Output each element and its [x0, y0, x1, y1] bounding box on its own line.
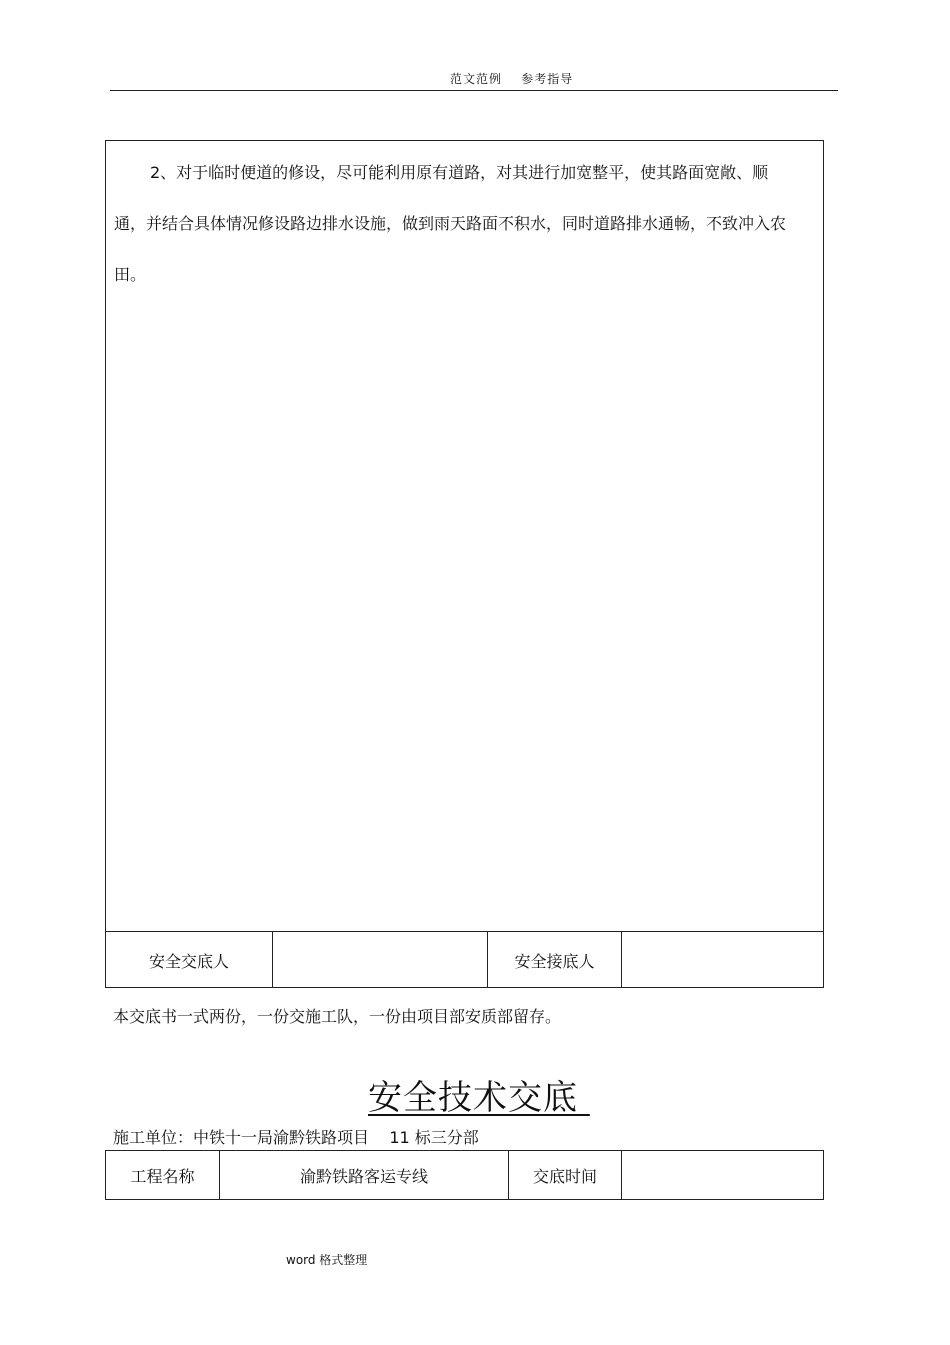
page-header: 范文范例 参考指导	[450, 72, 574, 86]
project-info-table	[105, 1150, 824, 1200]
page-footer: word 格式整理	[286, 1253, 368, 1267]
safety-giver-label: 安全交底人	[148, 951, 229, 971]
project-name-value: 渝黔铁路客运专线	[219, 1151, 508, 1199]
safety-receiver-value	[621, 932, 823, 988]
disclosure-content-box	[105, 140, 824, 988]
safety-receiver-label: 安全接底人	[487, 932, 621, 988]
disclosure-time-value	[621, 1151, 823, 1199]
construction-unit-line: 施工单位：中铁十一局渝黔铁路项目 11 标三分部	[113, 1128, 479, 1147]
header-divider	[110, 90, 838, 91]
content-paragraph: 2、对于临时便道的修设，尽可能利用原有道路，对其进行加宽整平，使其路面宽敞、顺通，并结合具体情况修设路边排水设施，做到雨天路面不积水，同时道路排水通畅，不致冲入农田。	[114, 163, 787, 284]
safety-giver-value	[272, 932, 487, 988]
disclosure-time-label: 交底时间	[508, 1151, 621, 1199]
project-name-label: 工程名称	[130, 1166, 195, 1186]
form-title: 安全技术交底	[368, 1078, 590, 1118]
copy-note: 本交底书一式两份，一份交施工队，一份由项目部安质部留存。	[113, 1007, 562, 1026]
signature-row	[106, 931, 823, 988]
